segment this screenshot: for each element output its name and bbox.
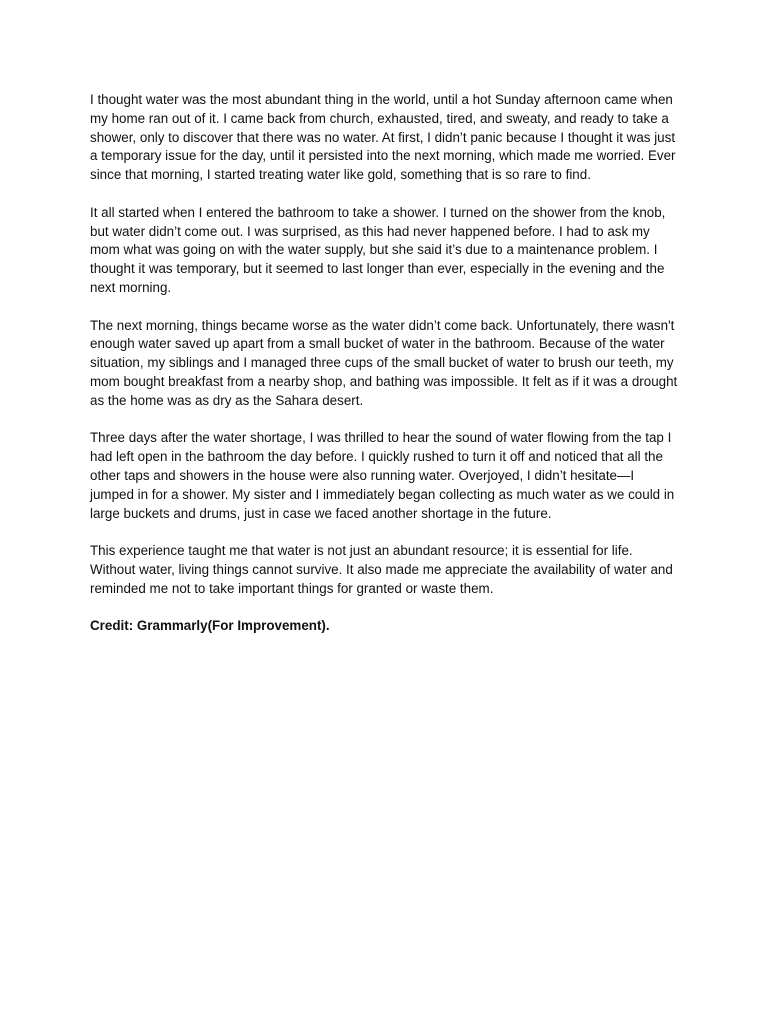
paragraph-next-morning: The next morning, things became worse as the water didn’t come back. Unfortunately, there wasn't enough water saved up apart from a small bucket of water in the bathroom. Because of the water situation, my siblings and I managed three cups of the small bucket of water to brush our teeth, my mom bought breakfast from a nearby shop, and bathing was impossible. It felt as if it was a drought as the home was as dry as the Sahara desert. — [90, 317, 678, 408]
paragraph-conclusion: This experience taught me that water is not just an abundant resource; it is essential for life. Without water, living things cannot survive. It also made me appreciate the availability of water and reminded me not to take important things for granted or waste them. — [90, 543, 673, 596]
paragraph-bathroom: It all started when I entered the bathroom to take a shower. I turned on the shower from the knob, but water didn’t come out. I was surprised, as this had never happened before. I had to ask my mom what was going on with the water supply, but she said it’s due to a maintenance problem. I thought it was temporary, but it seemed to last longer than ever, especially in the evening and the next morning. — [90, 204, 666, 295]
credit-line: Credit: Grammarly(For Improvement). — [90, 618, 330, 634]
paragraph-water-returns: Three days after the water shortage, I was thrilled to hear the sound of water flowing from the tap I had left open in the bathroom the day before. I quickly rushed to turn it off and noticed that all the other taps and showers in the house were also running water. Overjoyed, I didn’t hesitate—I jumped in for a shower. My sister and I immediately began collecting as much water as we could in large buckets and drums, just in case we faced another shortage in the future. — [90, 430, 675, 521]
document-body — [90, 91, 678, 636]
paragraph-intro: I thought water was the most abundant thing in the world, until a hot Sunday afternoon came when my home ran out of it. I came back from church, exhausted, tired, and sweaty, and ready to take a shower, only to discover that there was no water. At first, I didn’t panic because I thought it was just a temporary issue for the day, until it persisted into the next morning, which made me worried. Ever since that morning, I started treating water like gold, something that is so rare to find. — [90, 92, 676, 183]
